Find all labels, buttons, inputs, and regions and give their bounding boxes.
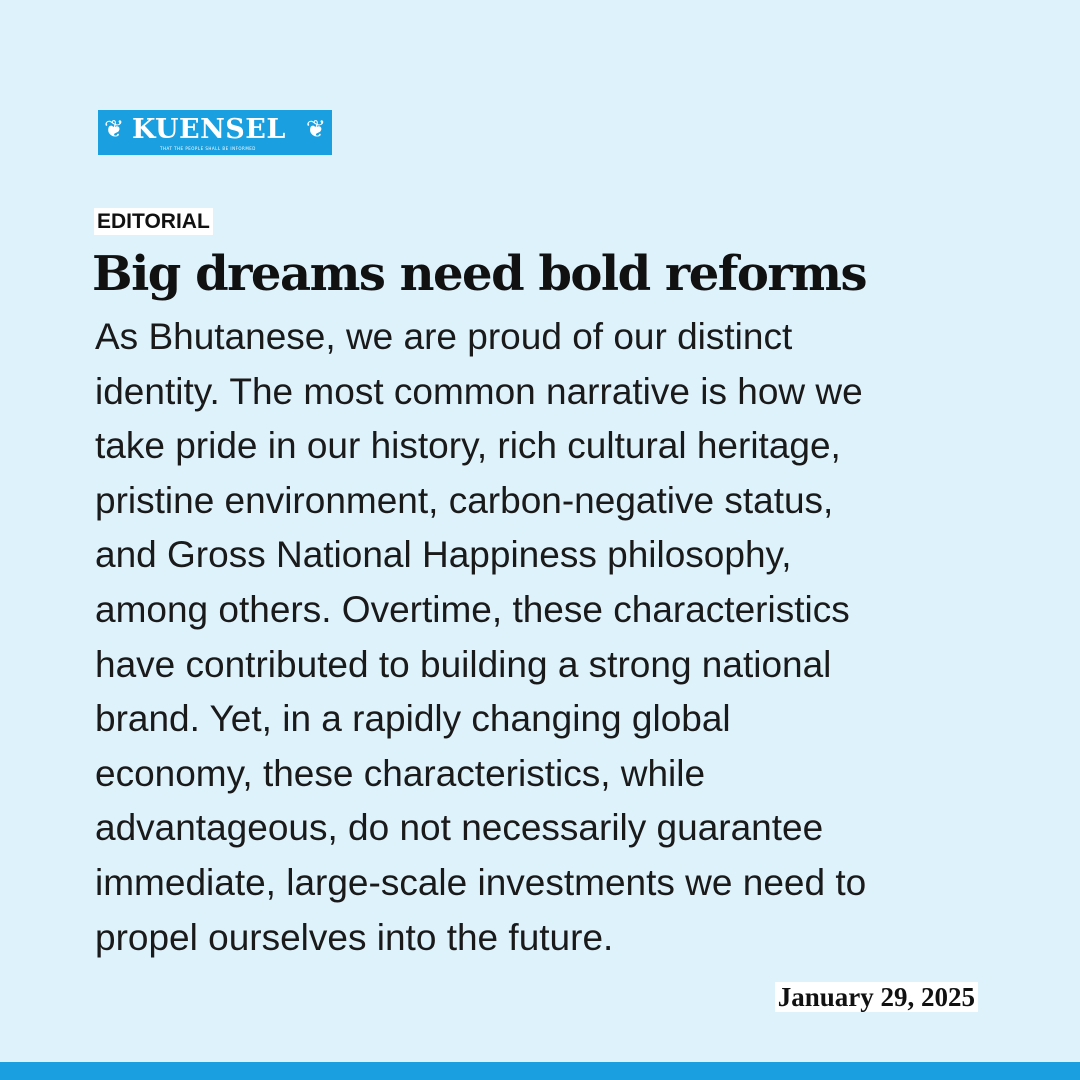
editorial-body	[95, 310, 1020, 965]
section-label: EDITORIAL	[94, 208, 213, 235]
body-line: propel ourselves into the future.	[95, 916, 614, 958]
dragon-ornament-icon: ❦	[104, 116, 125, 143]
body-line: As Bhutanese, we are proud of our distinct	[95, 316, 793, 357]
body-line: immediate, large-scale investments we need to	[95, 861, 867, 903]
dragon-ornament-icon: ❦	[305, 116, 326, 143]
body-line: among others. Overtime, these characteristics	[95, 588, 850, 630]
kuensel-logo	[98, 110, 332, 155]
body-line: and Gross National Happiness philosophy,	[95, 534, 792, 576]
body-line: identity. The most common narrative is how we	[95, 370, 863, 412]
body-line: advantageous, do not necessarily guarantee	[95, 807, 824, 849]
body-line: have contributed to building a strong national	[95, 643, 832, 685]
logo-tagline: THAT THE PEOPLE SHALL BE INFORMED	[160, 146, 256, 151]
publish-date: January 29, 2025	[775, 982, 978, 1012]
body-line: pristine environment, carbon-negative status,	[95, 479, 834, 521]
body-line: economy, these characteristics, while	[95, 752, 706, 794]
logo-name: KUENSEL	[132, 114, 286, 145]
bottom-accent-bar	[0, 1062, 1080, 1080]
body-line: brand. Yet, in a rapidly changing global	[95, 698, 731, 740]
headline: Big dreams need bold reforms	[92, 246, 867, 302]
body-line: take pride in our history, rich cultural heritage,	[95, 425, 841, 467]
